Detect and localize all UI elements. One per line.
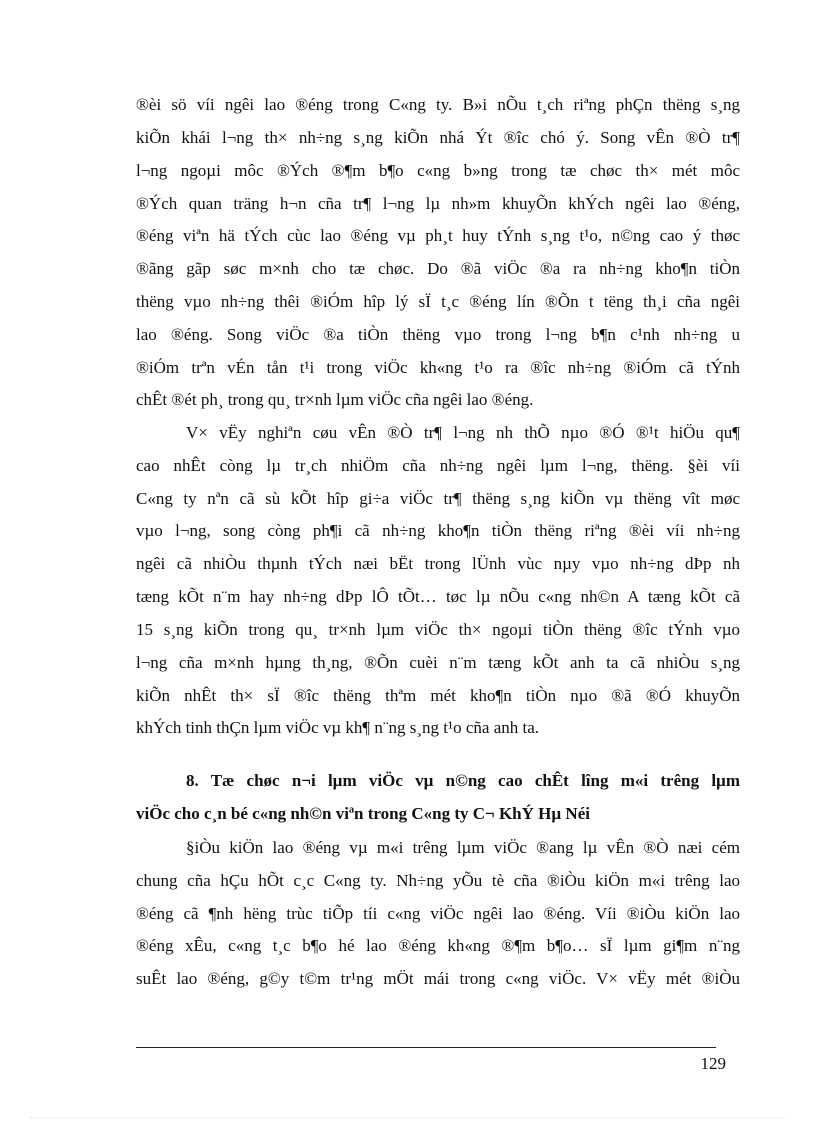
body-line: l¬ng ngoµi môc ®Ých ®¶m b¶o c«ng b»ng trong tæ chøc th× mét môc: [136, 161, 740, 180]
footer-divider: [136, 1047, 716, 1048]
section-body-line: chung cña hÇu hÕt c¸c C«ng ty. Nh÷ng yÕu tè cña ®iÒu kiÖn m«i trêng lao: [136, 871, 740, 890]
body-line: ®ãng gãp søc m×nh cho tæ chøc. Do ®ã viÖc ®a ra nh÷ng kho¶n tiÒn: [136, 259, 740, 278]
body-line: vµo l¬ng, song còng ph¶i cã nh÷ng kho¶n tiÒn thëng riªng ®èi víi nh÷ng: [136, 521, 740, 540]
body-line: kiÕn nhÊt th× sÏ ®îc thëng thªm mét kho¶n tiÒn nµo ®ã ®Ó khuyÕn: [136, 686, 740, 705]
body-line: cao nhÊt còng lµ tr¸ch nhiÖm cña nh÷ng ngêi lµm l¬ng, thëng. §èi víi: [136, 456, 740, 475]
section-heading-line: 8. Tæ chøc n¬i lµm viÖc vµ n©ng cao chÊt lîng m«i trêng lµm: [186, 771, 740, 790]
section-heading-line: viÖc cho c¸n bé c«ng nh©n viªn trong C«ng ty C¬ KhÝ Hµ Néi: [136, 804, 590, 823]
body-line: V× vËy nghiªn cøu vÊn ®Ò tr¶ l¬ng nh thÕ nµo ®Ó ®¹t hiÖu qu¶: [186, 423, 740, 442]
section-body-line: ®éng xÊu, c«ng t¸c b¶o hé lao ®éng kh«ng ®¶m b¶o… sÏ lµm gi¶m n¨ng: [136, 936, 740, 955]
body-line: ngêi cã nhiÒu thµnh tÝch næi bËt trong lÜnh vùc nµy vµo nh÷ng dÞp nh: [136, 554, 740, 573]
body-line: chÊt ®ét ph¸ trong qu¸ tr×nh lµm viÖc cña ngêi lao ®éng.: [136, 390, 534, 409]
body-line: ®éng viªn hä tÝch cùc lao ®éng vµ ph¸t huy tÝnh s¸ng t¹o, n©ng cao ý thøc: [136, 226, 740, 245]
body-line: 15 s¸ng kiÕn trong qu¸ tr×nh lµm viÖc th× ngoµi tiÒn thëng ®îc tÝnh vµo: [136, 620, 740, 639]
body-line: tæng kÕt n¨m hay nh÷ng dÞp lÔ tÕt… tøc lµ nÕu c«ng nh©n A tæng kÕt cã: [136, 587, 740, 606]
body-line: lao ®éng. Song viÖc ®a tiÒn thëng vµo trong l¬ng b¶n c¹nh nh÷ng u: [136, 325, 740, 344]
body-line: khÝch tinh thÇn lµm viÖc vµ kh¶ n¨ng s¸ng t¹o cña anh ta.: [136, 718, 540, 737]
body-line: kiÕn khái l¬ng th× nh÷ng s¸ng kiÕn nhá Ýt ®îc chó ý. Song vÊn ®Ò tr¶: [136, 128, 740, 147]
body-line: ®Ých quan träng h¬n cña tr¶ l¬ng lµ nh»m khuyÕn khÝch ngêi lao ®éng,: [136, 194, 740, 213]
page-number: 129: [700, 1054, 726, 1073]
page-bottom-border: [30, 1117, 786, 1118]
section-body-line: suÊt lao ®éng, g©y t©m tr¹ng mÖt mái trong c«ng viÖc. V× vËy mét ®iÒu: [136, 969, 740, 988]
body-line: ®èi sö víi ngêi lao ®éng trong C«ng ty. B»i nÕu t¸ch riªng phÇn thëng s¸ng: [136, 95, 740, 114]
body-line: l¬ng cña m×nh hµng th¸ng, ®Õn cuèi n¨m tæng kÕt anh ta cã nhiÒu s¸ng: [136, 653, 740, 672]
body-line: ®iÓm trªn vÉn tån t¹i trong viÖc kh«ng t¹o ra ®îc nh÷ng ®iÓm cã tÝnh: [136, 358, 740, 377]
section-body-line: ®éng cã ¶nh hëng trùc tiÕp tíi c«ng viÖc ngêi lao ®éng. Víi ®iÒu kiÖn lao: [136, 904, 740, 923]
body-line: C«ng ty nªn cã sù kÕt hîp gi÷a viÖc tr¶ thëng s¸ng kiÕn vµ thëng vît møc: [136, 489, 740, 508]
section-body-line: §iÒu kiÖn lao ®éng vµ m«i trêng lµm viÖc ®ang lµ vÊn ®Ò næi cém: [186, 838, 740, 857]
body-line: thëng vµo nh÷ng thêi ®iÓm hîp lý sÏ t¸c ®éng lín ®Õn t tëng th¸i cña ngêi: [136, 292, 740, 311]
